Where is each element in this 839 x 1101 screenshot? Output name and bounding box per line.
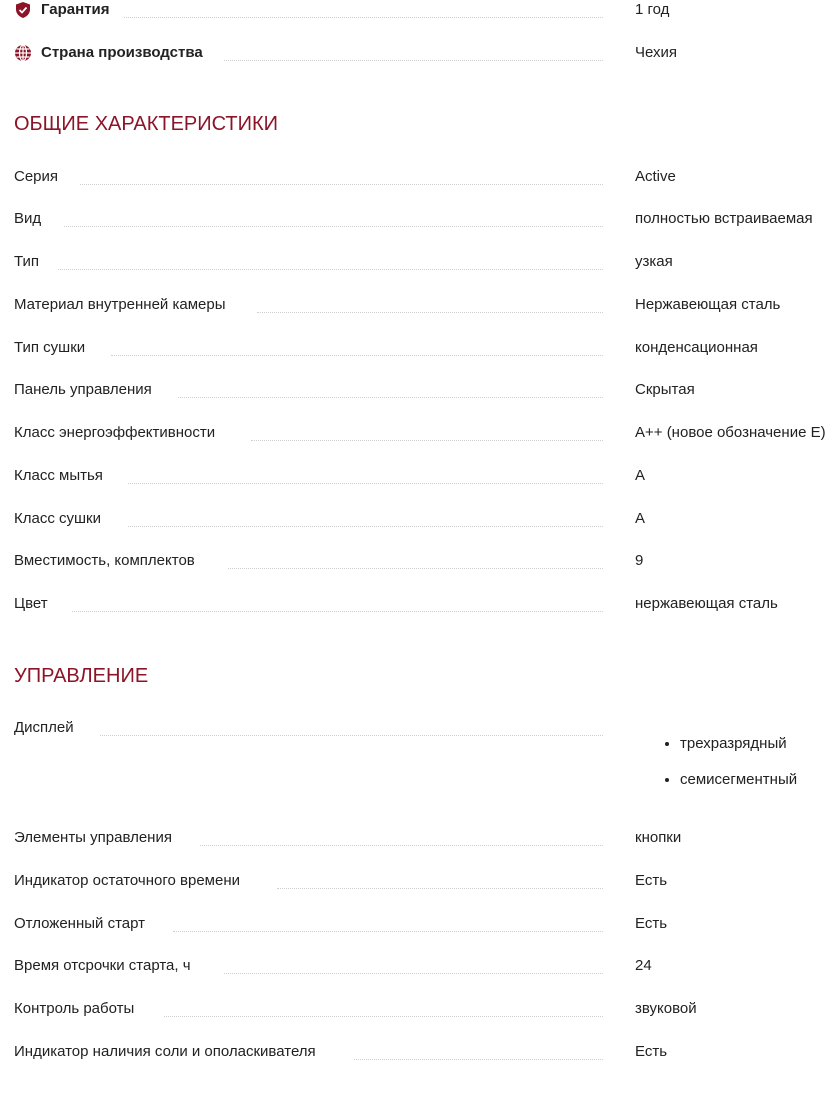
- spec-value: Чехия: [635, 44, 678, 61]
- spec-name: Индикатор остаточного времени: [14, 871, 252, 891]
- dotted-leader: [58, 269, 603, 270]
- spec-name: Вместимость, комплектов: [14, 551, 207, 571]
- spec-row: [14, 551, 839, 575]
- spec-value: конденсационная: [635, 339, 758, 356]
- spec-value: 9: [635, 552, 644, 569]
- spec-value: кнопки: [635, 829, 682, 846]
- spec-name: Серия: [14, 167, 70, 187]
- globe-icon: [14, 44, 32, 62]
- dotted-leader: [128, 483, 603, 484]
- spec-row: [14, 828, 839, 852]
- dotted-leader: [164, 1016, 603, 1017]
- spec-name: Элементы управления: [14, 828, 184, 848]
- shield-check-icon: [14, 1, 32, 19]
- dotted-leader: [80, 184, 603, 185]
- dotted-leader: [228, 568, 603, 569]
- spec-row: [14, 871, 839, 895]
- spec-row-country: [14, 43, 839, 67]
- dotted-leader: [64, 226, 603, 227]
- spec-row: [14, 338, 839, 362]
- spec-row: [14, 209, 839, 233]
- spec-row: [14, 252, 839, 276]
- spec-name: Цвет: [14, 594, 60, 614]
- spec-value: A: [635, 510, 646, 527]
- spec-value: 1 год: [635, 1, 670, 18]
- spec-value: 24: [635, 957, 652, 974]
- spec-value: Есть: [635, 915, 668, 932]
- spec-name: Класс мытья: [14, 466, 115, 486]
- spec-name: Панель управления: [14, 380, 164, 400]
- spec-value: Есть: [635, 1043, 668, 1060]
- spec-value: звуковой: [635, 1000, 697, 1017]
- dotted-leader: [100, 735, 603, 736]
- spec-value: узкая: [635, 253, 673, 270]
- spec-label: Страна производства: [41, 44, 203, 61]
- spec-row: [14, 1042, 839, 1066]
- spec-value: Есть: [635, 872, 668, 889]
- spec-value: A: [635, 467, 646, 484]
- spec-name: Время отсрочки старта, ч: [14, 956, 203, 976]
- spec-name: Отложенный старт: [14, 914, 157, 934]
- section-title-general: ОБЩИЕ ХАРАКТЕРИСТИКИ: [14, 113, 279, 135]
- spec-label: Гарантия: [41, 1, 110, 18]
- dotted-leader: [224, 60, 603, 61]
- spec-name: Контроль работы: [14, 999, 146, 1019]
- spec-name-warranty: [14, 0, 122, 20]
- dotted-leader: [257, 312, 603, 313]
- spec-value: A++ (новое обозначение E): [635, 424, 826, 441]
- spec-name: Класс сушки: [14, 509, 113, 529]
- spec-row: [14, 167, 839, 191]
- dotted-leader: [354, 1059, 603, 1060]
- spec-name: Тип: [14, 252, 51, 272]
- spec-row: [14, 999, 839, 1023]
- spec-name: Дисплей: [14, 718, 86, 738]
- spec-row: [14, 423, 839, 447]
- spec-name: Тип сушки: [14, 338, 97, 358]
- dotted-leader: [72, 611, 603, 612]
- spec-row: [14, 956, 839, 980]
- spec-row: [14, 914, 839, 938]
- spec-row: [14, 380, 839, 404]
- spec-value: Active: [635, 168, 676, 185]
- dotted-leader: [128, 526, 603, 527]
- list-item: • семисегментный: [680, 770, 797, 790]
- spec-name: Материал внутренней камеры: [14, 295, 237, 315]
- dotted-leader: [173, 931, 603, 932]
- dotted-leader: [178, 397, 603, 398]
- display-value-list: [680, 734, 797, 806]
- spec-name: Индикатор наличия соли и ополаскивателя: [14, 1042, 328, 1062]
- spec-row: [14, 466, 839, 490]
- spec-row: [14, 295, 839, 319]
- dotted-leader: [124, 17, 603, 18]
- dotted-leader: [251, 440, 603, 441]
- spec-row-warranty: [14, 0, 839, 24]
- spec-value: Нержавеющая сталь: [635, 296, 781, 313]
- spec-name-country: [14, 43, 215, 63]
- section-title-control: УПРАВЛЕНИЕ: [14, 665, 149, 687]
- spec-value: нержавеющая сталь: [635, 595, 778, 612]
- list-item: • трехразрядный: [680, 734, 797, 754]
- dotted-leader: [277, 888, 603, 889]
- spec-name: Класс энергоэффективности: [14, 423, 227, 443]
- spec-value: Скрытая: [635, 381, 695, 398]
- spec-value: полностью встраиваемая: [635, 210, 813, 227]
- dotted-leader: [111, 355, 603, 356]
- dotted-leader: [224, 973, 603, 974]
- spec-row: [14, 509, 839, 533]
- dotted-leader: [200, 845, 603, 846]
- spec-name: Вид: [14, 209, 53, 229]
- spec-row: [14, 594, 839, 618]
